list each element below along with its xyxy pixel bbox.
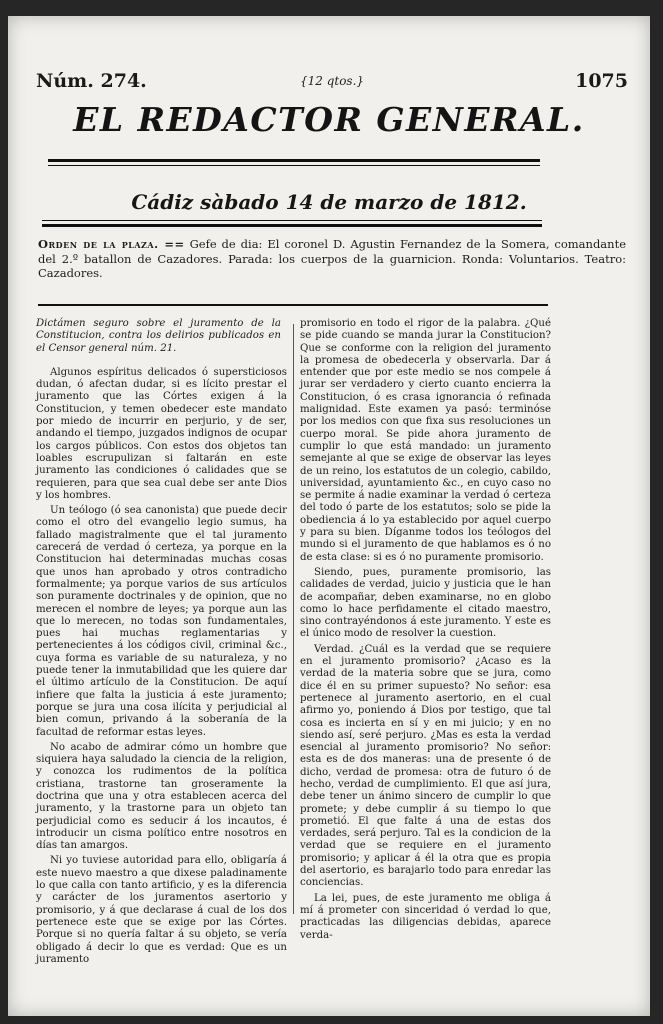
right-paragraph-4: La lei, pues, de este juramento me obliga á mí á prometer con sinceridad ó verdad lo que, practicadas las diligencias debidas, aparece verda- [300, 892, 551, 941]
orden-label: Orden de la plaza. == [38, 237, 185, 251]
column-divider [293, 324, 294, 914]
rule-section-divider [38, 304, 548, 306]
issue-price: {12 qtos.} [299, 74, 365, 88]
issue-number: Núm. 274. [36, 70, 147, 92]
rule-thin-mid [42, 220, 542, 221]
issue-header [36, 70, 628, 100]
left-column [36, 318, 287, 969]
rule-thick-mid [42, 224, 542, 227]
right-paragraph-2: Siendo, pues, puramente promisorio, las calidades de verdad, juicio y justicia que le han de acompañar, deben examinarse, no en globo como lo hace perfidamente el citado maestro, sino contrayéndonos á este juramento. Y este es el único modo de resolver la cuestion. [300, 566, 551, 640]
orden-text: Gefe de dia: El coronel D. Agustin Fernandez de la Somera, comandante del 2.º batallon de Cazadores. Parada: los cuerpos de la guarnicion. Ronda: Voluntarios. Teatro: Cazadores. [38, 237, 626, 281]
page-number: 1075 [575, 70, 628, 92]
rule-thin-top [48, 165, 540, 166]
article-intro: Dictámen seguro sobre el juramento de la Constitucion, contra los delirios publicados en el Censor general núm. 21. [36, 318, 281, 354]
dateline: Cádiz sàbado 14 de marzo de 1812. [131, 190, 527, 214]
orden-de-la-plaza [38, 237, 626, 281]
left-paragraph-3: No acabo de admirar cómo un hombre que siquiera haya saludado la ciencia de la religion, y conozca los rudimentos de la política cristiana, trastorne tan groseramente la doctrina que una y otra establecen acerca del juramento, y la trastorne para un objeto tan perjudicial como es seducir á los incautos, é introducir un cisma político entre nosotros en días tan amargos. [36, 741, 287, 852]
rule-thick-top [48, 159, 540, 162]
left-paragraph-2: Un teólogo (ó sea canonista) que puede decir como el otro del evangelio legio sumus, ha fallado magistralmente que el tal juramento carecerá de verdad ó certeza, ya porque en la Constitucion hai determinadas muchas cosas que unos han aprobado y otros contradicho formalmente; ya porque varios de sus artículos son puramente doctrinales y de opinion, que no merecen el nombre de leyes; ya porque aun las que lo merecen, no todas son fundamentales, pues hai muchas reglamentarias y pertenecientes á los códigos civil, criminal &c., cuya forma es variable de su naturaleza, y no puede tener la inmutabilidad que les quiere dar el último artículo de la Constitucion. De aquí infiere que falta la justicia á este juramento; porque se jura una cosa ilícita y perjudicial al bien comun, privando á la soberanía de la facultad de reformar estas leyes. [36, 505, 287, 738]
right-paragraph-1: promisorio en todo el rigor de la palabra. ¿Qué se pide cuando se manda jurar la Constitucion? Que se conforme con la religion del juramento la promesa de obedecerla y observarla. Dar á entender que por este medio se nos compele á jurar ser verdadero y cierto cuanto encierra la Constitucion, ó es crasa ignorancia ó refinada malignidad. Este examen ya pasó: terminóse por los medios con que fixa sus resoluciones un cuerpo moral. Se pide ahora juramento de cumplir lo que está mandado: un juramento semejante al que se exige de observar las leyes de un reino, los estatutos de un colegio, cabildo, universidad, ayuntamiento &c., en cuyo caso no se permite á nadie examinar la verdad ó certeza del todo ó parte de los estatutos; solo se pide la obediencia á lo ya establecido por aquel cuerpo y para su bien. Díganme todos los teólogos del mundo si el juramento de que hablamos es ó no de esta clase: si es ó no puramente promisorio. [300, 318, 551, 563]
left-paragraph-1: Algunos espíritus delicados ó supersticiosos dudan, ó afectan dudar, si es lícito prestar el juramento que las Córtes exigen á la Constitucion, y temen obedecer este mandato por miedo de incurrir en perjurio, y de ser, andando el tiempo, juzgados indignos de ocupar los cargos públicos. Con estos dos objetos tan loables escrupulizan si faltarán en este juramento las condiciones ó calidades que se requieren, para que sea cual debe ser ante Dios y los hombres. [36, 366, 287, 501]
right-paragraph-3: Verdad. ¿Cuál es la verdad que se requiere en el juramento promisorio? ¿Acaso es la verdad de la materia sobre que se jura, como dice él en su primer supuesto? No señor: esa pertenece al juramento asertorio, en el cual afirmo yo, poniendo á Dios por testigo, que tal cosa es incierta en sí y en mi juicio; y en no siendo así, seré perjuro. ¿Mas es esta la verdad esencial al juramento promisorio? No señor: esta es de dos maneras: una de presente ó de dicho, verdad de promesa: otra de futuro ó de hecho, verdad de cumplimiento. El que así jura, debe tener un ánimo sincero de cumplir lo que promete; y debe cumplir á su tiempo lo que prometió. El que falte á una de estas dos verdades, será perjuro. Tal es la condicion de la verdad que se requiere en el juramento promisorio; y aplicar á él la otra que es propia del asertorio, es barajarlo todo para enredar las conciencias. [300, 643, 551, 889]
right-column [300, 318, 551, 945]
newspaper-page [8, 16, 650, 1016]
masthead-title: EL REDACTOR GENERAL. [73, 100, 585, 139]
left-paragraph-4: Ni yo tuviese autoridad para ello, obligaría á este nuevo maestro a que dixese paladinamente lo que calla con tanto artificio, y es la diferencia y carácter de los juramentos asertorio y promisorio, y á que declarase á cual de los dos pertenece este que se exige por las Córtes. Porque si no quería faltar á su objeto, se vería obligado á decir lo que es verdad: Que es un juramento [36, 855, 287, 965]
